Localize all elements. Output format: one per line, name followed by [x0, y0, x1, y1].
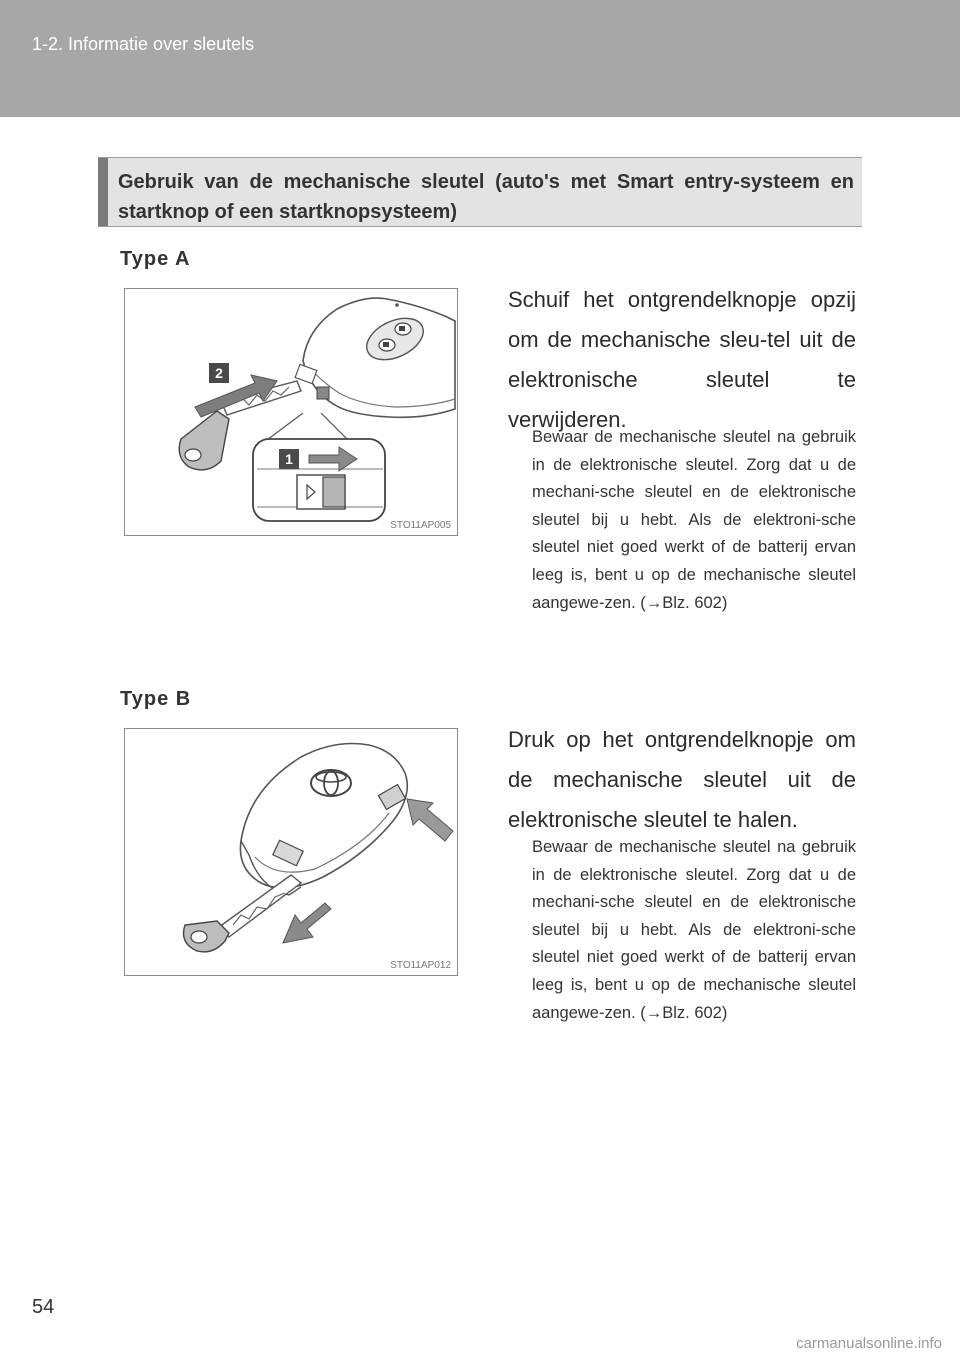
section-heading-bar — [98, 158, 108, 226]
smart-key-type-a-illustration — [125, 289, 457, 535]
page-number: 54 — [32, 1296, 55, 1318]
section-heading-box — [98, 157, 862, 227]
callout-2-number: 2 — [215, 365, 223, 381]
watermark: carmanualsonline.info — [796, 1335, 942, 1352]
section-heading: Gebruik van de mechanische sleutel (auto's met Smart entry-systeem en startknop of een startknopsysteem) — [118, 171, 854, 223]
type-b-label: Type B — [120, 688, 192, 710]
type-a-figure-code: STO11AP005 — [390, 520, 451, 531]
type-a-label: Type A — [120, 248, 191, 270]
type-b-figure — [124, 728, 458, 976]
callout-1-number: 1 — [285, 451, 293, 467]
type-b-figure-code: STO11AP012 — [390, 960, 451, 971]
type-a-instruction: Schuif het ontgrendelknopje opzij om de mechanische sleu-tel uit de elektronische sleutel te verwijderen. — [508, 287, 856, 432]
type-b-instruction: Druk op het ontgrendelknopje om de mechanische sleutel uit de elektronische sleutel te halen. — [508, 727, 856, 832]
header-section-title: 1-2. Informatie over sleutels — [32, 34, 255, 54]
page-header — [0, 0, 960, 117]
smart-key-type-b-illustration — [125, 729, 457, 975]
type-b-note: Bewaar de mechanische sleutel na gebruik in de elektronische sleutel. Zorg dat u de mechani-sche sleutel en de elektronische sleutel bij u hebt. Als de elektroni-sche sleutel niet goed werkt of de batterij ervan leeg is, bent u op de mechanische sleutel aangewe-zen. (→Blz. 602) — [532, 838, 856, 1022]
type-a-note: Bewaar de mechanische sleutel na gebruik in de elektronische sleutel. Zorg dat u de mechani-sche sleutel en de elektronische sleutel bij u hebt. Als de elektroni-sche sleutel niet goed werkt of de batterij ervan leeg is, bent u op de mechanische sleutel aangewe-zen. (→Blz. 602) — [532, 428, 856, 612]
type-a-figure — [124, 288, 458, 536]
